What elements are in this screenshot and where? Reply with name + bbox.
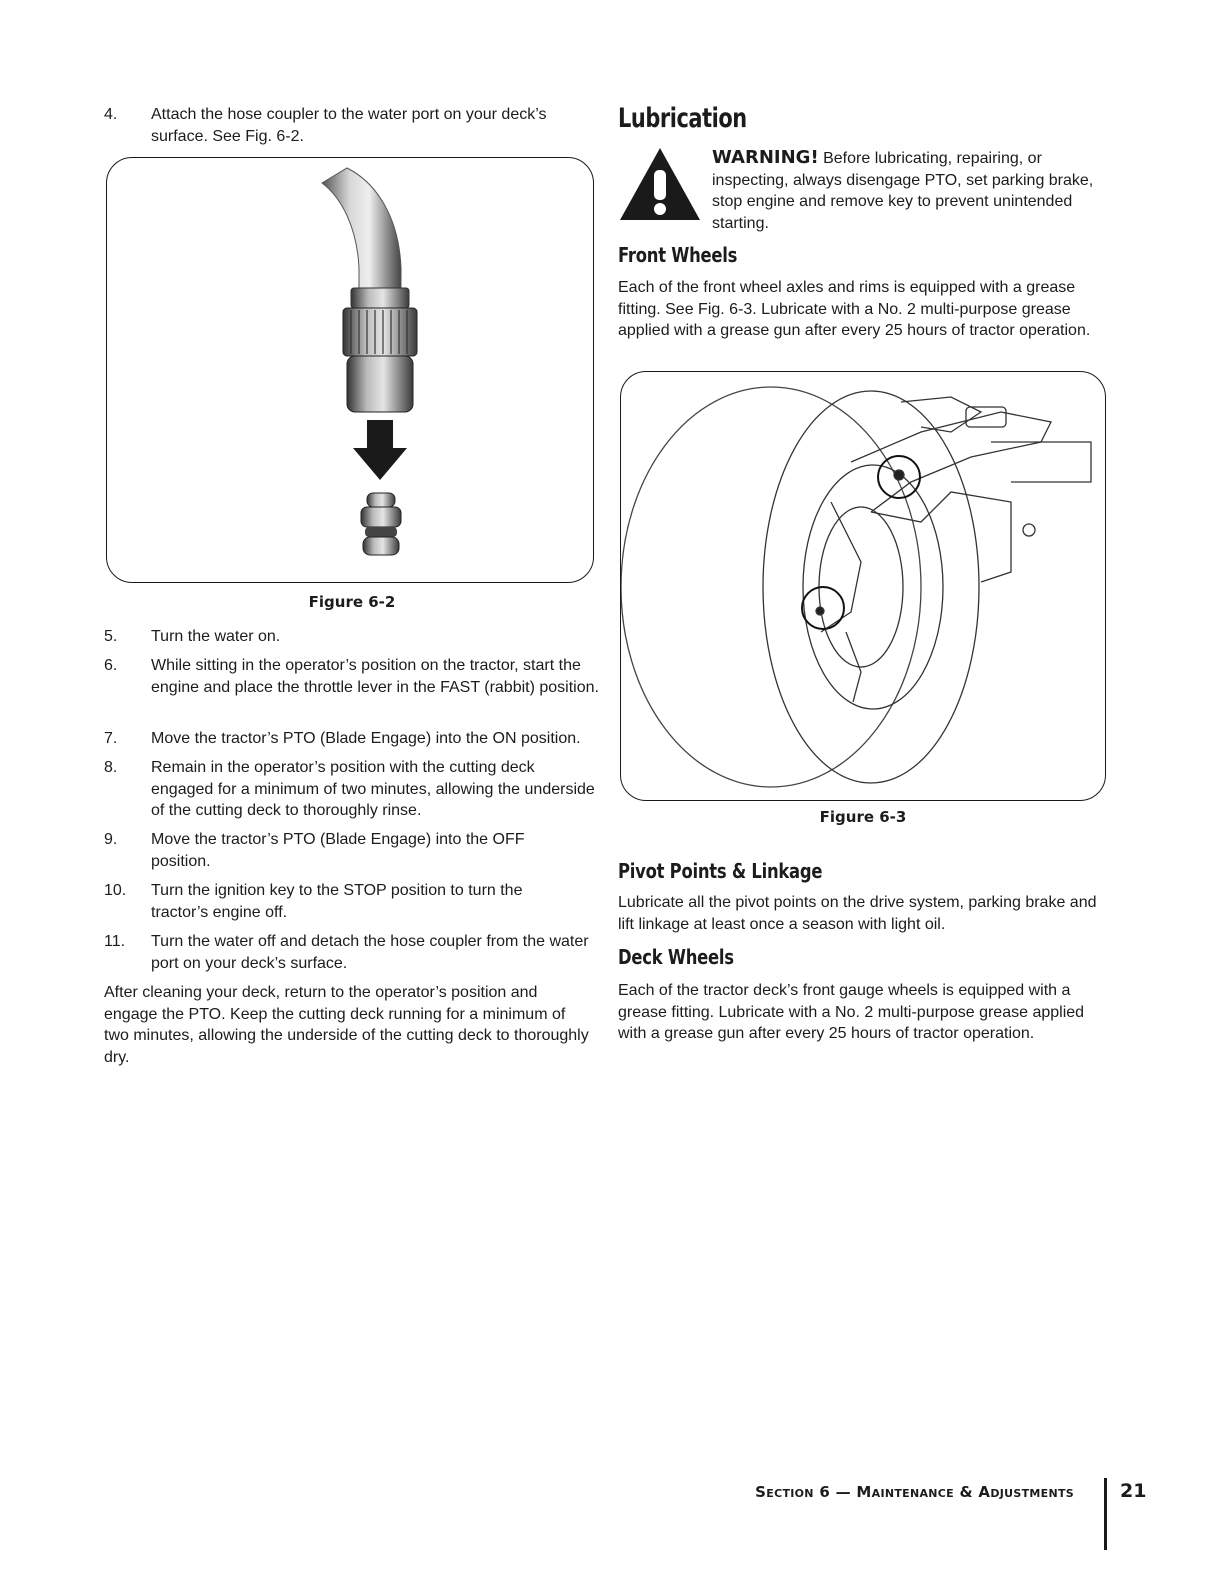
step-text: Turn the ignition key to the STOP position to turn the tractor’s engine off. (151, 882, 523, 921)
front-wheels-paragraph: Each of the front wheel axles and rims is equipped with a grease fitting. See Fig. 6-3. Lubricate with a No. 2 multi-purpose grease applied with a grease gun after every 25 hours of tractor operation. (618, 279, 1091, 339)
hose-coupler-illustration (107, 158, 593, 582)
subheading-pivot-points: Pivot Points & Linkage (618, 859, 823, 883)
warning-icon (618, 146, 702, 222)
step-number: 7. (104, 730, 118, 747)
deck-wheels-paragraph: Each of the tractor deck’s front gauge wheels is equipped with a grease fitting. Lubricate with a No. 2 multi-purpose grease applied with a grease gun after every 25 hours of tractor operation. (618, 982, 1085, 1042)
subheading-deck-wheels: Deck Wheels (618, 945, 734, 969)
step-number: 4. (104, 106, 118, 123)
section-label: Section 6 — Maintenance & Adjustments (755, 1483, 1074, 1501)
footer-divider (1104, 1478, 1107, 1550)
step-text: Move the tractor’s PTO (Blade Engage) into the OFF position. (151, 831, 525, 870)
step-text: Remain in the operator’s position with the cutting deck engaged for a minimum of two minutes, allowing the underside of the cutting deck to thoroughly rinse. (151, 759, 595, 819)
warning-text: Before lubricating, repairing, or inspecting, always disengage PTO, set parking brake, stop engine and remove key to prevent unintended starting. (712, 150, 1094, 232)
step-number: 9. (104, 831, 118, 848)
step-text: Turn the water on. (151, 628, 281, 645)
step-number: 6. (104, 657, 118, 674)
step-number: 5. (104, 628, 118, 645)
page-footer (0, 1466, 1224, 1576)
step-number: 8. (104, 759, 118, 776)
after-cleaning-paragraph: After cleaning your deck, return to the operator’s position and engage the PTO. Keep the cutting deck running for a minimum of two minutes, allowing the underside of the cutting deck to thoroughly dry. (104, 984, 589, 1066)
step-text: Attach the hose coupler to the water port on your deck’s surface. See Fig. 6-2. (151, 106, 547, 145)
warning-title: WARNING! (712, 147, 819, 168)
step-text: While sitting in the operator’s position on the tractor, start the engine and place the throttle lever in the FAST (rabbit) position. (151, 657, 599, 696)
figure-6-2 (106, 157, 594, 583)
section-heading-lubrication: Lubrication (618, 103, 747, 134)
figure-caption: Figure 6-2 (308, 593, 396, 611)
pivot-paragraph: Lubricate all the pivot points on the drive system, parking brake and lift linkage at least once a season with light oil. (618, 894, 1097, 933)
step-number: 11. (104, 933, 126, 950)
figure-6-3 (620, 371, 1106, 801)
page-number: 21 (1120, 1480, 1147, 1502)
figure-caption: Figure 6-3 (819, 808, 907, 826)
step-text: Move the tractor’s PTO (Blade Engage) into the ON position. (151, 730, 581, 747)
step-text: Turn the water off and detach the hose coupler from the water port on your deck’s surface. (151, 933, 589, 972)
step-number: 10. (104, 882, 127, 899)
warning-block (712, 147, 1102, 234)
front-wheel-illustration (621, 372, 1105, 800)
subheading-front-wheels: Front Wheels (618, 243, 738, 267)
